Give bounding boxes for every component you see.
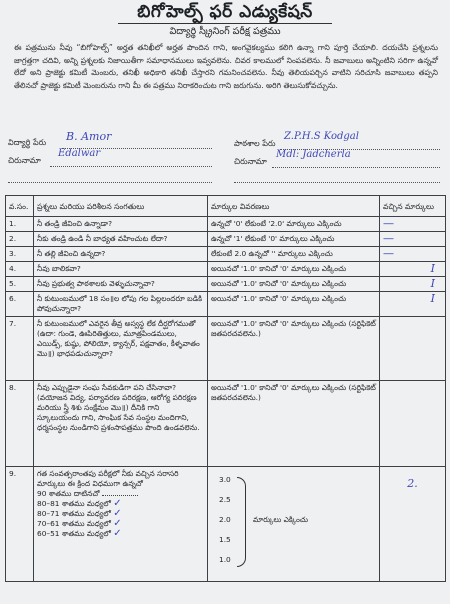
table-row xyxy=(6,247,446,262)
row-number: 6. xyxy=(6,292,34,317)
row-mark[interactable] xyxy=(380,317,446,381)
row-rules: ఉన్నచో '1' లేకుంటే '0' మార్కులు ఎక్కించు xyxy=(208,232,380,247)
band-item: 80–81 శాతము మధ్యలో ✓ xyxy=(37,498,122,509)
row-rules xyxy=(208,467,380,582)
row-number: 8. xyxy=(6,381,34,467)
header-marks: వచ్చిన మార్కులు xyxy=(380,196,446,217)
student-address-line xyxy=(50,166,212,167)
scale-value: 1.0 xyxy=(219,555,231,564)
band-item: 90 శాతము దాటినచో xyxy=(37,489,204,499)
question-9-text: గత సంవత్సరాంతపు పరీక్షలో నీకు వచ్చిన సరాసరి మార్కులు ఈ క్రింద విధముగా ఉన్నచో xyxy=(37,469,179,488)
row-number: 7. xyxy=(6,317,34,381)
table-row xyxy=(6,292,446,317)
check-mark: ✓ xyxy=(113,518,122,529)
header-rules: మార్కుల వివరణలు xyxy=(208,196,380,217)
row-question: నీ తల్లి జీవించి ఉన్నదా? xyxy=(34,247,208,262)
row-mark[interactable]: I xyxy=(380,292,446,317)
row-number: 3. xyxy=(6,247,34,262)
row-question: నీ కుటుంబములో 18 సం॥ల లోపు గల పిల్లలందరూ బడికి పోవుచున్నారా? xyxy=(34,292,208,317)
row-question: నీవు ప్రభుత్వ పాఠశాలకు వెళ్ళుచున్నావా? xyxy=(34,277,208,292)
table-row xyxy=(6,217,446,232)
scale-brace xyxy=(237,477,246,567)
form-subtitle: విద్యార్థి స్క్రీనింగ్ పరీక్ష పత్రము xyxy=(169,26,281,37)
table-row xyxy=(6,467,446,582)
row-mark[interactable]: — xyxy=(380,232,446,247)
row-mark[interactable]: — xyxy=(380,217,446,232)
row-rules: అయినచో '1.0' కానిచో '0' మార్కులు ఎక్కించు xyxy=(208,262,380,277)
school-address-line-2 xyxy=(234,182,440,183)
row-mark[interactable]: I xyxy=(380,277,446,292)
check-mark: ✓ xyxy=(113,508,122,519)
row-number: 2. xyxy=(6,232,34,247)
school-address-line xyxy=(272,167,440,168)
title-underline xyxy=(118,23,332,24)
row-number: 1. xyxy=(6,217,34,232)
row-mark[interactable]: — xyxy=(380,247,446,262)
school-name-value[interactable]: Z.P.H.S Kodgal xyxy=(284,131,359,142)
table-row xyxy=(6,277,446,292)
row-question: నీ కుటుంబములో ఎవరైన తీవ్ర అస్వస్థ లేక దీర్ఘరోగముతో (ఉదా: గుండె, ఊపిరితిత్తులు, మూత్రపిండములు, ఎయిడ్స్, కుష్ఠు, పోలియో, క్యాన్సర్, పక్షవాతం, కీళ్ళవాతం మొ॥) భాధపడుచున్నారా? xyxy=(34,317,208,381)
scale-value: 2.0 xyxy=(219,515,231,524)
row-question xyxy=(34,467,208,582)
row-rules: అయినచో '1.0' కానిచో '0' మార్కులు ఎక్కించు (సర్టిఫికెట్ జతపరచవలెను.) xyxy=(208,381,380,467)
row-rules: లేకుంటే 2.0 ఉన్నచో '' మార్కులు ఎక్కించు xyxy=(208,247,380,262)
student-name-label: విద్యార్థి పేరు xyxy=(8,138,47,147)
screening-table xyxy=(5,195,446,582)
check-mark: ✓ xyxy=(113,528,122,539)
table-row xyxy=(6,232,446,247)
row-mark[interactable] xyxy=(380,381,446,467)
student-address-line-2 xyxy=(8,182,212,183)
row-question: నీ తండ్రి జీవించి ఉన్నాడా? xyxy=(34,217,208,232)
student-address-value[interactable]: Edalwar xyxy=(58,148,101,159)
form-title: బిగోహెల్ప్ ఫర్ ఎడ్యుకేషన్ xyxy=(137,2,313,22)
row-rules: ఉన్నచో '0' లేకుంటే '2.0' మార్కులు ఎక్కించు xyxy=(208,217,380,232)
band-item: 80–71 శాతము మధ్యలో ✓ xyxy=(37,508,122,519)
intro-paragraph: ఈ పత్రమును నీవు “బిగోహెల్ప్” అర్హత తనిఖీలో అర్హత పొందిన గాని, అంగవైకల్యము కలిగి ఉన్నా గాని పూర్తి చేయాలి. దయచేసి ప్రశ్నలను జాగ్రత్తగా చదివి, అన్ని ప్రశ్నలకు నిజాయితీగా సమాధానములు ఇవ్వవలెను. చివర కాలములో నింపవలెను. నీ జవాబులు అన్నింటిని సరిగా ఉన్నవో లేదో అని ప్రాజెక్టు కమిటీ మెంబరు, తనిఖీ అధికారి తనిఖీ చేస్తారని గమనించవలెను. నీవు తెలియపర్చిన వాటిని సరిచూసి జవాబులు తప్పని తేలినచో ప్రాజెక్టు కమిటీ మెంబరును గాని మీ ఈ పత్రము నిరాకరించుట గాని జరుగును. అరిగి తెలుసుకోవచ్చును. xyxy=(14,43,438,90)
student-address-label: చిరునామా xyxy=(8,156,41,165)
student-name-value[interactable]: B. Amor xyxy=(66,130,112,143)
table-row xyxy=(6,317,446,381)
row-number: 4. xyxy=(6,262,34,277)
row-mark[interactable]: I xyxy=(380,262,446,277)
row-question: నీకు తండ్రి ఉండి నీ బాధ్యత వహించుట లేదా? xyxy=(34,232,208,247)
row-number: 5. xyxy=(6,277,34,292)
row-mark[interactable]: 2. xyxy=(380,467,446,582)
marks-scale xyxy=(211,469,376,579)
scale-label: మార్కులు ఎక్కించు xyxy=(253,515,309,524)
table-row xyxy=(6,381,446,467)
band-blank[interactable] xyxy=(102,495,138,496)
header-serial: వ.సం. xyxy=(6,196,34,217)
check-mark: ✓ xyxy=(113,498,122,509)
school-address-value[interactable]: Mdl: Jadcherla xyxy=(276,149,351,160)
band-item: 60–51 శాతము మధ్యలో ✓ xyxy=(37,528,122,539)
row-number: 9. xyxy=(6,467,34,582)
row-question: నీవు బాలికవా? xyxy=(34,262,208,277)
header-question: ప్రశ్నలు మరియు పరిశీలన సంగతులు xyxy=(34,196,208,217)
table-header-row xyxy=(6,196,446,217)
row-rules: అయినచో '1.0' కానిచో '0' మార్కులు ఎక్కించు xyxy=(208,292,380,317)
scale-value: 1.5 xyxy=(219,535,231,544)
row-question: నీవు ఎప్పుడైనా సంఘ సేవకుడిగా పని చేసినావా? (వయోజన విద్య, పర్యావరణ పరిరక్షణ, ఆరోగ్య పరిరక్షణ మరియు స్త్రీ శిశు సంక్షేమం మొ॥) దీనికి గాని స్కూలుయందు గాని, సాంఘిక సేవ సంస్థల మందిగాని, ధర్మసంస్థల నుండిగాని ప్రశంసాపత్రము పొంది ఉండవలెను. xyxy=(34,381,208,467)
scale-value: 2.5 xyxy=(219,495,231,504)
scale-value: 3.0 xyxy=(219,475,231,484)
row-rules: అయినచో '1.0' కానిచో '0' మార్కులు ఎక్కించు xyxy=(208,277,380,292)
row-rules: అయినచో '1.0' కానిచో '0' మార్కులు ఎక్కించు (సర్టిఫికెట్ జతపరచవలెను.) xyxy=(208,317,380,381)
school-name-label: పాఠశాల పేరు xyxy=(234,139,276,148)
school-address-label: చిరునామా xyxy=(234,157,267,166)
table-row xyxy=(6,262,446,277)
band-item: 70–61 శాతము మధ్యలో ✓ xyxy=(37,518,122,529)
